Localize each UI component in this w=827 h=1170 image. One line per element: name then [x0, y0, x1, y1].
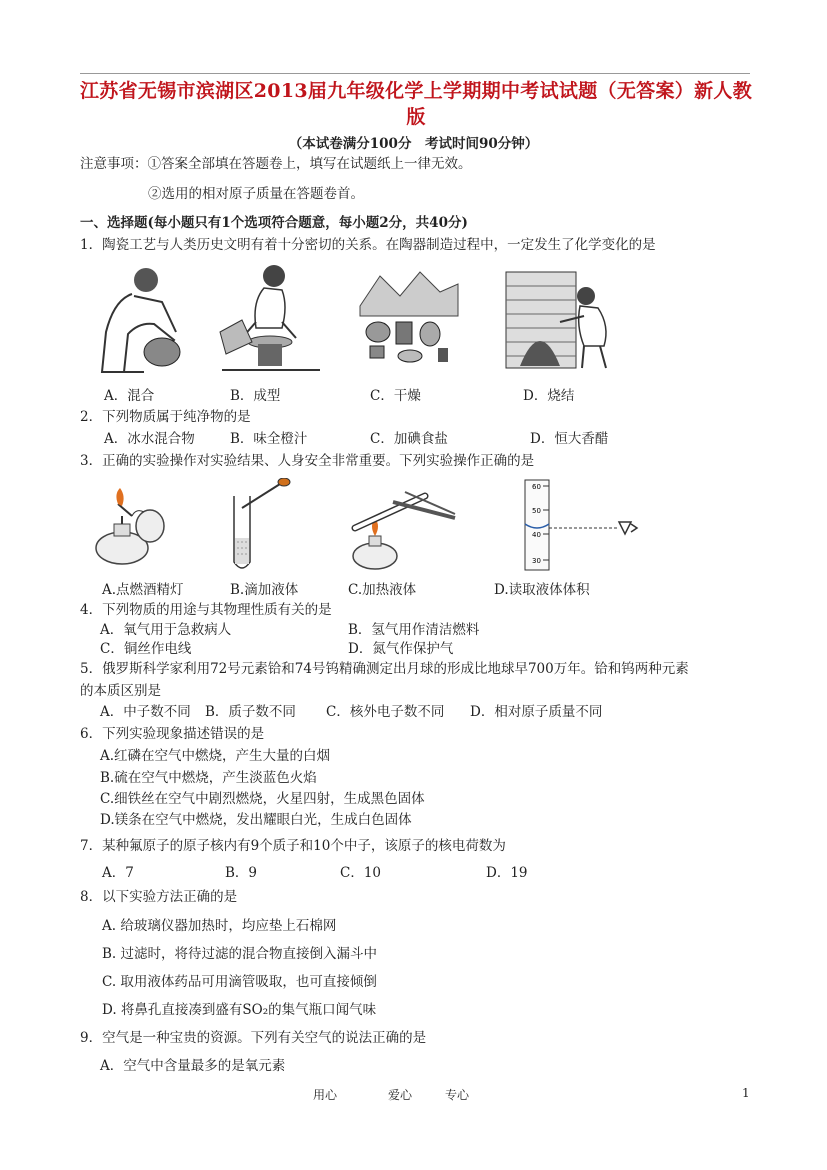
page-number: 1: [742, 1086, 750, 1100]
q2-option-b: B．味全橙汁: [230, 431, 308, 447]
heating-liquid-illustration: [345, 484, 460, 576]
footer-text-a: 用心: [313, 1088, 338, 1102]
question-4-stem: 4．下列物质的用途与其物理性质有关的是: [80, 602, 332, 618]
q3-option-b: B.滴加液体: [230, 582, 299, 598]
q6-option-d: D.镁条在空气中燃烧，发出耀眼白光，生成白色固体: [100, 812, 412, 828]
q8-option-b: B. 过滤时，将待过滤的混合物直接倒入漏斗中: [102, 946, 378, 962]
lamp-lighting-illustration: [92, 486, 172, 576]
q4-option-a: A．氧气用于急救病人: [100, 622, 232, 638]
question-5-line-2: 的本质区别是: [80, 683, 161, 699]
q6-option-b: B.硫在空气中燃烧，产生淡蓝色火焰: [100, 770, 317, 786]
q4-option-d: D．氮气作保护气: [348, 641, 454, 657]
q5-option-d: D．相对原子质量不同: [470, 704, 603, 720]
q2-option-c: C．加碘食盐: [370, 431, 448, 447]
q7-option-a: A．7: [102, 865, 134, 881]
q1-option-a: A．混合: [104, 388, 155, 404]
q7-option-d: D．19: [486, 865, 528, 881]
tick-50: 50: [532, 507, 541, 515]
q1-option-b: B．成型: [230, 388, 281, 404]
q3-option-a: A.点燃酒精灯: [102, 582, 184, 598]
tick-30: 30: [532, 557, 541, 565]
q6-option-c: C.细铁丝在空气中剧烈燃烧，火星四射，生成黑色固体: [100, 791, 425, 807]
header-rule: [80, 73, 750, 74]
question-8-stem: 8．以下实验方法正确的是: [80, 889, 238, 905]
question-2-stem: 2．下列物质属于纯净物的是: [80, 409, 251, 425]
q8-option-a: A. 给玻璃仪器加热时，均应垫上石棉网: [102, 918, 337, 934]
q8-option-c: C. 取用液体药品可用滴管吸取，也可直接倾倒: [102, 974, 377, 990]
q6-option-a: A.红磷在空气中燃烧，产生大量的白烟: [100, 748, 331, 764]
q2-option-a: A．冰水混合物: [104, 431, 195, 447]
dropper-illustration: [228, 478, 298, 578]
question-6-stem: 6．下列实验现象描述错误的是: [80, 726, 265, 742]
measuring-cylinder-illustration: [505, 476, 650, 574]
q1-option-d: D．烧结: [523, 388, 575, 404]
tick-40: 40: [532, 531, 541, 539]
q1-option-c: C．干燥: [370, 388, 421, 404]
question-3-stem: 3．正确的实验操作对实验结果、人身安全非常重要。下列实验操作正确的是: [80, 453, 535, 469]
question-1-stem: 1．陶瓷工艺与人类历史文明有着十分密切的关系。在陶器制造过程中，一定发生了化学变化的是: [80, 237, 656, 253]
exam-subtitle: （本试卷满分100分 考试时间90分钟）: [288, 136, 539, 152]
shaping-illustration: [212, 262, 327, 377]
q8-option-d: D. 将鼻孔直接凑到盛有SO₂的集气瓶口闻气味: [102, 1002, 377, 1018]
footer-text-c: 专心: [445, 1088, 470, 1102]
q3-option-d: D.读取液体体积: [494, 582, 590, 598]
tick-60: 60: [532, 483, 541, 491]
q9-option-a: A．空气中含量最多的是氧元素: [100, 1058, 286, 1074]
question-5-line-1: 5．俄罗斯科学家利用72号元素铪和74号钨精确测定出月球的形成比地球早700万年。铪和钨两种元素: [80, 661, 689, 677]
q4-option-c: C．铜丝作电线: [100, 641, 192, 657]
q2-option-d: D．恒大香醋: [530, 431, 609, 447]
q5-option-b: B．质子数不同: [205, 704, 296, 720]
title-line-1: 江苏省无锡市滨湖区2013届九年级化学上学期期中考试试题（无答案）新人教: [80, 80, 752, 102]
title-line-2: 版: [406, 106, 426, 128]
page-title: [80, 78, 752, 130]
mixing-illustration: [84, 262, 194, 377]
sintering-illustration: [500, 266, 620, 374]
q7-option-c: C．10: [340, 865, 382, 881]
q5-option-c: C．核外电子数不同: [326, 704, 445, 720]
question-7-stem: 7．某种氟原子的原子核内有9个质子和10个中子，该原子的核电荷数为: [80, 838, 506, 854]
q5-option-a: A．中子数不同: [100, 704, 191, 720]
question-9-stem: 9．空气是一种宝贵的资源。下列有关空气的说法正确的是: [80, 1030, 427, 1046]
q7-option-b: B．9: [225, 865, 258, 881]
notes-line-1: 注意事项：①答案全部填在答题卷上，填写在试题纸上一律无效。: [80, 156, 472, 172]
drying-illustration: [350, 266, 465, 371]
footer-text-b: 爱心: [388, 1088, 413, 1102]
q3-option-c: C.加热液体: [348, 582, 417, 598]
notes-line-2: ②选用的相对原子质量在答题卷首。: [148, 186, 364, 202]
q4-option-b: B．氢气用作清洁燃料: [348, 622, 480, 638]
section-heading: 一、选择题(每小题只有1个选项符合题意，每小题2分，共40分): [80, 215, 468, 231]
